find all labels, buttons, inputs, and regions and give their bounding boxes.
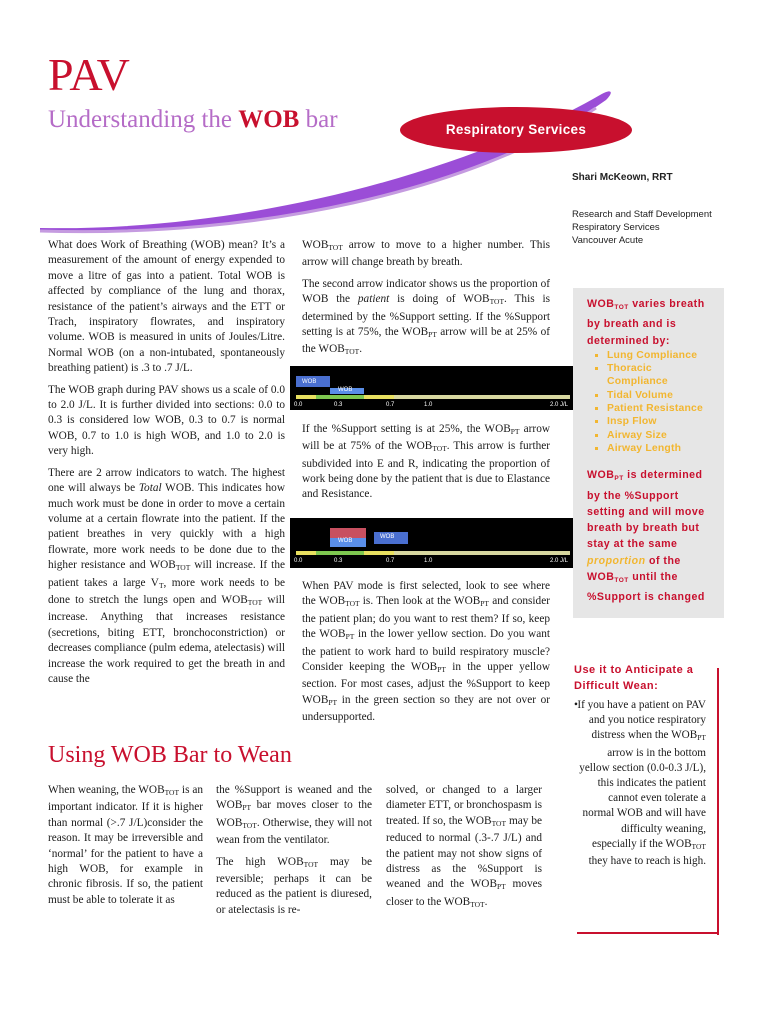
bar-tick: 0.3 xyxy=(334,402,343,408)
bar-tick: 0.7 xyxy=(386,558,395,564)
paragraph: When PAV mode is first selected, look to see where the $WOB_{TOT}$ is. Then look at the $WOB_{PT}$ and consider the patient plan; do you want to rest them? If so, keep the $WOB_{PT}$ in the lower yellow section. Do you want the patient to work hard to build respiratory muscle? Consider keeping the $WOB_{PT}$ in the upper yellow section. For most cases, adjust the %Support to keep $WOB_{PT}$ in the green section so they are not over or undersupported. xyxy=(302,579,551,724)
bar-tick: 0.7 xyxy=(386,402,395,408)
paragraph: The WOB graph during PAV shows us a scale of 0.0 to 2.0 J/L. It is further divided into sections: 0.0 to 0.3 is considered low WOB, 0.3 to 0.7 is normal WOB, 0.7 to 1.0 is high WOB, and 1.0 to 2.0 is very high. xyxy=(48,383,285,458)
paragraph: The high $WOB_{TOT}$ may be reversible; perhaps it can be reduced as the patient is diuresed, or atelectasis is re- xyxy=(216,855,373,916)
wob-bar-image-1 xyxy=(290,366,577,410)
sidebar-note: $WOB_{PT}$ is determined by the %Support setting and will move breath by breath but stay at the same proportion of the $WOB_{TOT}$ until the %Support is changed xyxy=(587,469,705,604)
paragraph: the %Support is weaned and the $WOB_{PT}$ bar moves closer to the $WOB_{TOT}$. Otherwise, they will not wean from the ventilator. xyxy=(216,784,372,847)
list-item: ▪ Thoracic Compliance xyxy=(607,362,710,389)
body-column-2 xyxy=(302,238,550,732)
sidebar-box xyxy=(573,288,724,618)
list-item: ▪ Airway Size xyxy=(607,429,710,442)
wob-tag-tot: WOB xyxy=(380,534,395,540)
factor-list xyxy=(587,349,710,455)
body-column-4 xyxy=(216,783,372,924)
body-column-1 xyxy=(48,238,285,693)
author-name: Shari McKeown, RRT xyxy=(572,172,673,183)
bar-tick: 0.0 xyxy=(294,558,303,564)
paragraph: $WOB_{TOT}$ arrow to move to a higher number. This arrow will change breath by breath. xyxy=(302,239,550,269)
bar-tick: 0.3 xyxy=(334,558,343,564)
body-column-3 xyxy=(48,783,203,914)
paragraph: When weaning, the $WOB_{TOT}$ is an important indicator. If it is higher than normal (>.7 J/L)consider the reason. It may be irreversible and ‘normal’ for the patient to have a high WOB, for example in chronic fibrosis. If so, the patient must be able to tolerate it as xyxy=(48,784,203,906)
list-item: ▪ Insp Flow xyxy=(607,415,710,428)
bar-tick: 1.0 xyxy=(424,558,433,564)
paragraph: solved, or changed to a larger diameter ETT, or bronchospasm is treated. If so, the $WOB_{TOT}$ may be reduced to normal (.3-.7 J/L) and the patient may not show signs of distress as the %Support is weaned and the $WOB_{PT}$ moves closer to the $WOB_{TOT}$. xyxy=(386,784,543,909)
paragraph: The second arrow indicator shows us the proportion of WOB the patient is doing of $WOB_{TOT}$. This is determined by the %Support setting. If the %Support setting is at 75%, the $WOB_{PT}$ arrow will be at 25% of the $WOB_{TOT}$. xyxy=(302,277,550,357)
paragraph: There are 2 arrow indicators to watch. The highest one will always be Total WOB. This indicates how much work must be done in order to move a certain volume at a certain flowrate into the patient. If the patient breathes in very quickly with a high flowrate, more work needs to be done due to the higher resistance and $WOB_{TOT}$ will increase. If the patient takes a large $V_T$, more work needs to be done to stretch the lungs open and $WOB_{TOT}$ will increase. Anything that increases resistance (secretions, biting ETT, bronchoconstriction) or decreases compliance (pulm edema, atelectasis) will increase the work required to get the breath in and cause the xyxy=(48,466,286,685)
list-item: ▪ Tidal Volume xyxy=(607,389,710,402)
list-item: ▪ Patient Resistance xyxy=(607,402,710,415)
paragraph: If the %Support setting is at 25%, the $WOB_{PT}$ arrow will be at 75% of the $WOB_{TOT}$. This arrow is further subdivided into E and R, indicating the proportion of work being done by the patient that is due to Elastance and Resistance. xyxy=(302,422,551,501)
page-subtitle: Understanding the WOB bar xyxy=(48,106,338,133)
page-title: PAV xyxy=(48,49,130,100)
sidebar-intro: $WOB_{TOT}$ varies breath by breath and is determined by: xyxy=(587,298,705,347)
divider-vertical xyxy=(717,668,719,935)
body-column-5 xyxy=(386,783,542,918)
bar-tick: 1.0 xyxy=(424,402,433,408)
anticipate-body: • If you have a patient on PAV and you notice respiratory distress when the $WOB_{PT}$ arrow is in the bottom yellow section (0.0-0.3 J/L), this indicates the patient cannot even tolerate a normal WOB and will have difficulty weaning, especially if the $WOB_{TOT}$ they have to reach is high. xyxy=(574,699,706,868)
wob-tag-pt: WOB xyxy=(338,538,353,544)
paragraph: What does Work of Breathing (WOB) mean? It’s a measurement of the amount of energy expended to move a litre of gas into a patient. Total WOB is affected by compliance of the lung and thorax, resistance of the patient’s airways and the ETT or Trach, inspiratory flowrates, and inspiratory volume. WOB is measured in units of Joules/Litre. Normal WOB (on a non-intubated, spontaneously breathing patient) is .3 to .7 J/L. xyxy=(48,239,285,375)
list-item: ▪ Airway Length xyxy=(607,442,710,455)
bullet-icon: • xyxy=(574,699,578,711)
bar-tick: 2.0 J/L xyxy=(550,402,569,408)
wob-tag-tot: WOB xyxy=(302,379,317,385)
department-info: Research and Staff Development Respiratory Services Vancouver Acute xyxy=(572,209,712,246)
banner-label: Respiratory Services xyxy=(445,122,587,137)
wob-bar-image-2 xyxy=(290,518,577,568)
section-heading: Using WOB Bar to Wean xyxy=(48,742,292,768)
anticipate-heading: Use it to Anticipate a Difficult Wean: xyxy=(574,664,694,692)
bar-tick: 2.0 J/L xyxy=(550,558,569,564)
bar-tick: 0.0 xyxy=(294,402,303,408)
divider-horizontal xyxy=(577,932,718,934)
wob-tag-pt: WOB xyxy=(338,387,353,393)
list-item: ▪ Lung Compliance xyxy=(607,349,710,362)
